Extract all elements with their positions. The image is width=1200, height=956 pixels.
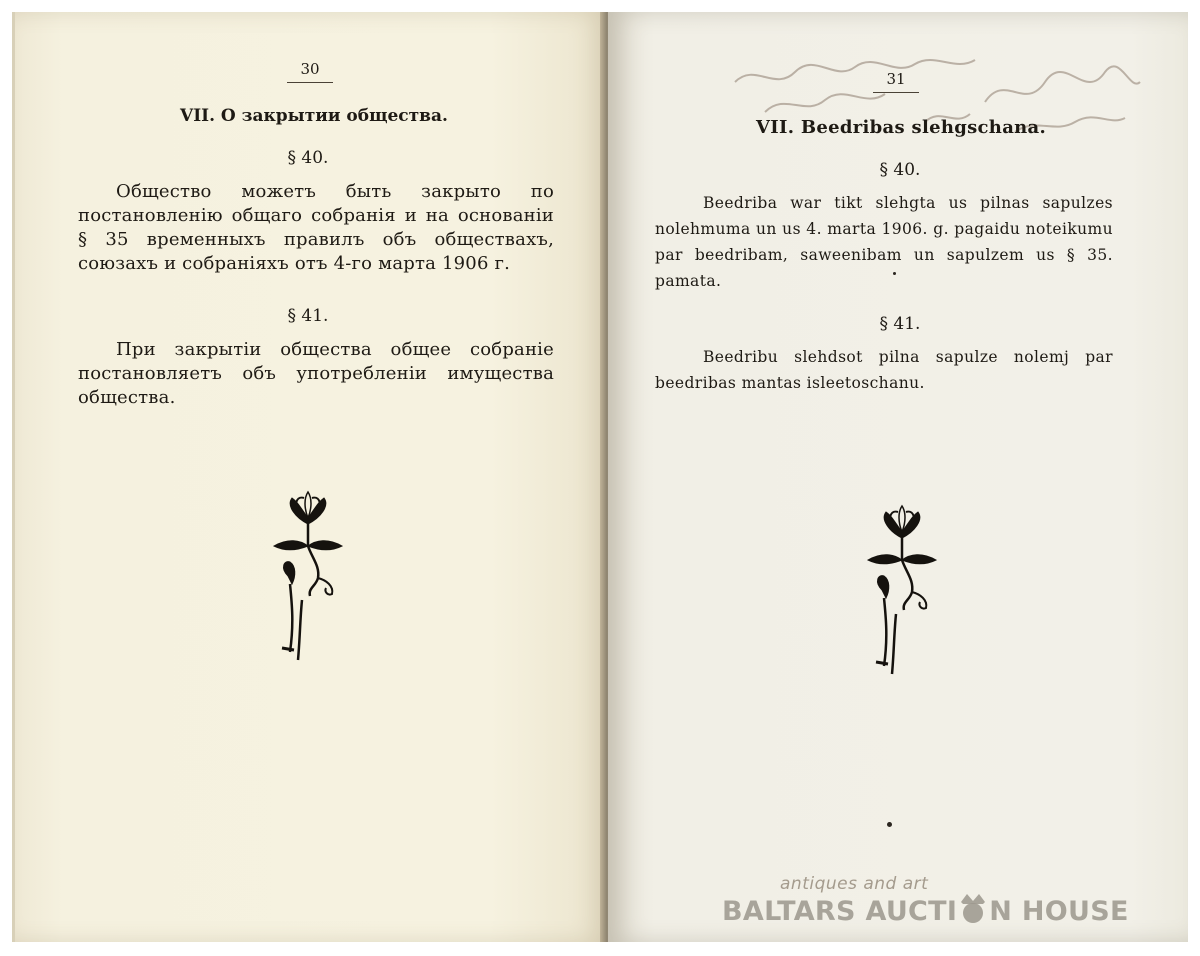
left-page-number	[280, 60, 340, 83]
left-chapter-heading: VII. О закрытии общества.	[180, 106, 448, 126]
right-section-40-text: Beedriba war tikt slehgta us pilnas sapulzes nolehmuma un us 4. marta 1906. g. pagaidu noteikumu par beedribam, saweenibam un sapulzem us § 35. pamata.	[655, 194, 1113, 290]
page-number-rule	[873, 92, 919, 93]
watermark-name	[722, 890, 1129, 927]
flower-ornament-left	[268, 488, 348, 663]
right-page-number-text: 31	[886, 70, 906, 88]
crown-logo-icon	[957, 890, 989, 924]
watermark-name-part1: BALTARS AUCTI	[722, 896, 958, 927]
bleed-through-texture	[260, 130, 264, 157]
right-page-number	[866, 70, 926, 93]
left-section-40-text: Общество можетъ быть закрыто по постановленію общаго собранія и на основаніи § 35 временныхъ правилъ объ обществахъ, союзахъ и собраніяхъ отъ 4-го марта 1906 г.	[78, 181, 554, 274]
ink-dot	[893, 272, 896, 275]
flower-ornament-right	[862, 502, 942, 677]
right-section-40-symbol: § 40.	[879, 160, 921, 180]
page-number-rule	[287, 82, 333, 83]
watermark-tagline: antiques and art	[780, 874, 929, 894]
left-section-41-text: При закрытіи общества общее собраніе постановляетъ объ употребленіи имущества общества.	[78, 339, 554, 408]
ink-dot-lower	[887, 822, 892, 827]
auction-house-watermark	[722, 868, 1129, 928]
right-chapter-heading: VII. Beedribas slehgschana.	[756, 117, 1047, 138]
right-section-41-text: Beedribu slehdsot pilna sapulze nolemj par beedribas mantas isleetoschanu.	[655, 348, 1113, 392]
watermark-name-part2: N HOUSE	[989, 896, 1129, 927]
left-page-number-text: 30	[300, 60, 320, 78]
right-section-41-symbol: § 41.	[879, 314, 921, 334]
left-section-40-symbol: § 40.	[287, 148, 329, 168]
left-section-41-symbol: § 41.	[287, 306, 329, 326]
